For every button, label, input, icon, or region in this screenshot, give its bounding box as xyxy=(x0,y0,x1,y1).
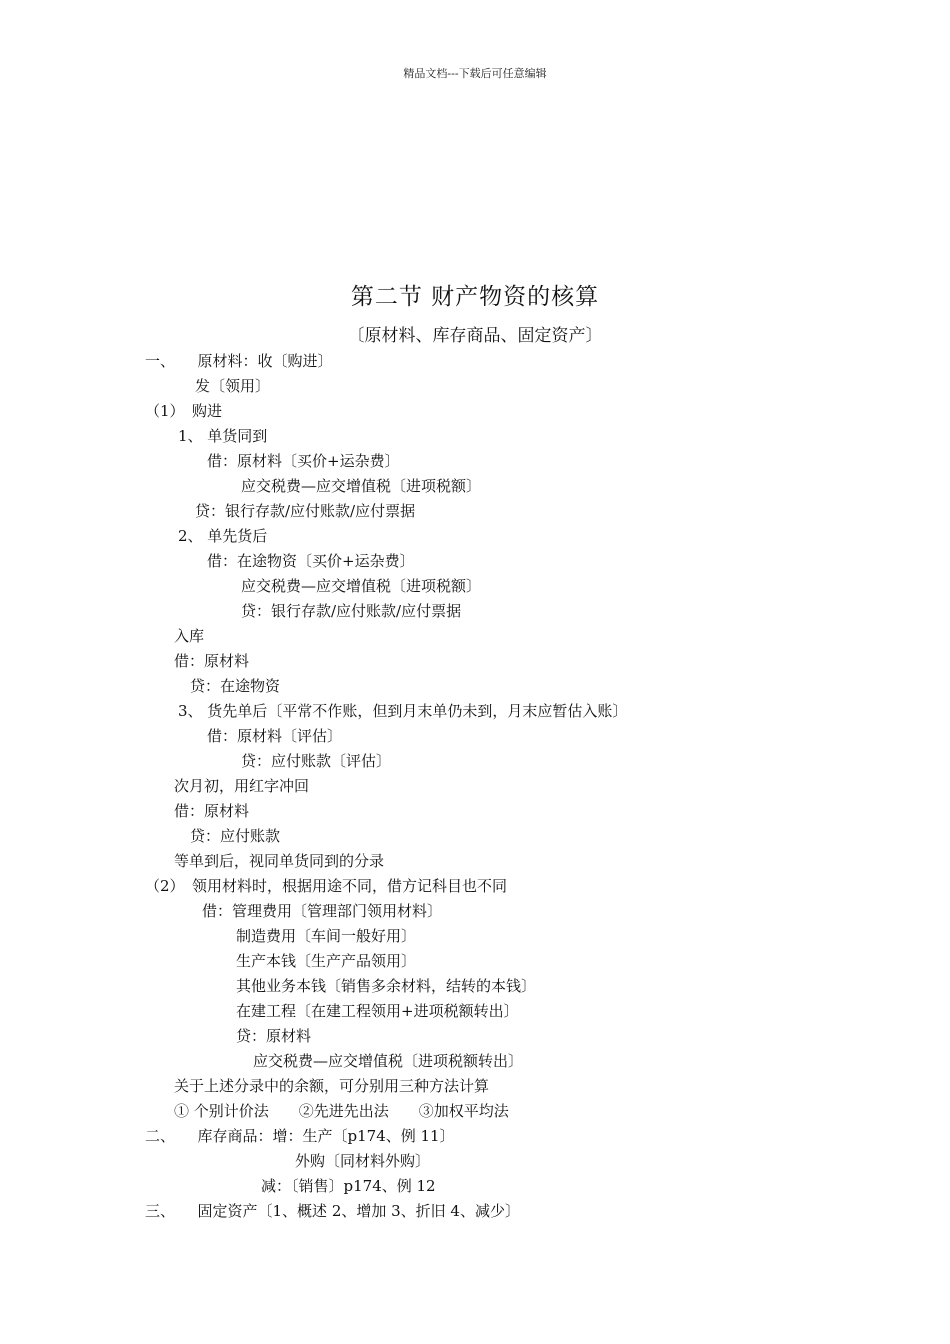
text-line: 减：〔销售〕p174、例 12 xyxy=(261,1177,436,1195)
numbered-item: 3、 货先单后〔平常不作账，但到月末单仍未到，月末应暂估入账〕 xyxy=(178,702,628,720)
method-list: ① 个别计价法 ②先进先出法 ③加权平均法 xyxy=(174,1102,509,1120)
entry-line: 贷：银行存款/应付账款/应付票据 xyxy=(241,602,462,620)
entry-line: 应交税费—应交增值税〔进项税额转出〕 xyxy=(253,1052,524,1070)
text-line: 发〔领用〕 xyxy=(195,377,271,395)
outline-subheading: （1） 购进 xyxy=(145,402,223,420)
text-line: 次月初，用红字冲回 xyxy=(174,777,310,795)
section-title: 第二节 财产物资的核算 xyxy=(350,284,600,310)
page-header: 精品文档---下载后可任意编辑 xyxy=(403,67,547,80)
outline-heading-2: 二、 库存商品：增：生产〔p174、例 11〕 xyxy=(145,1127,455,1145)
section-subtitle: 〔原材料、库存商品、固定资产〕 xyxy=(347,326,603,346)
outline-heading-1: 一、 原材料：收〔购进〕 xyxy=(145,352,333,370)
entry-line: 贷：原材料 xyxy=(236,1027,312,1045)
entry-line: 借：原材料 xyxy=(174,802,250,820)
text-line: 等单到后，视同单货同到的分录 xyxy=(174,852,385,870)
entry-line: 应交税费—应交增值税〔进项税额〕 xyxy=(241,577,482,595)
entry-line: 应交税费—应交增值税〔进项税额〕 xyxy=(241,477,482,495)
outline-subheading: （2） 领用材料时，根据用途不同，借方记科目也不同 xyxy=(145,877,508,895)
entry-line: 在建工程〔在建工程领用+进项税额转出〕 xyxy=(236,1002,519,1020)
outline-heading-3: 三、 固定资产〔1、概述 2、增加 3、折旧 4、减少〕 xyxy=(145,1202,520,1220)
entry-line: 贷：应付账款〔评估〕 xyxy=(241,752,392,770)
entry-line: 制造费用〔车间一般好用〕 xyxy=(236,927,417,945)
entry-line: 借：管理费用〔管理部门领用材料〕 xyxy=(202,902,443,920)
text-line: 外购〔同材料外购〕 xyxy=(295,1152,431,1170)
entry-line: 生产本钱〔生产产品领用〕 xyxy=(236,952,417,970)
entry-line: 贷：应付账款 xyxy=(190,827,281,845)
text-line: 关于上述分录中的余额，可分别用三种方法计算 xyxy=(174,1077,490,1095)
entry-line: 贷：银行存款/应付账款/应付票据 xyxy=(195,502,416,520)
numbered-item: 1、 单货同到 xyxy=(178,427,268,445)
entry-line: 借：在途物资〔买价+运杂费〕 xyxy=(207,552,415,570)
entry-line: 贷：在途物资 xyxy=(190,677,281,695)
entry-line: 借：原材料〔评估〕 xyxy=(207,727,343,745)
numbered-item: 2、 单先货后 xyxy=(178,527,268,545)
entry-line: 其他业务本钱〔销售多余材料，结转的本钱〕 xyxy=(236,977,537,995)
entry-line: 借：原材料〔买价+运杂费〕 xyxy=(207,452,400,470)
text-line: 入库 xyxy=(174,627,205,645)
entry-line: 借：原材料 xyxy=(174,652,250,670)
